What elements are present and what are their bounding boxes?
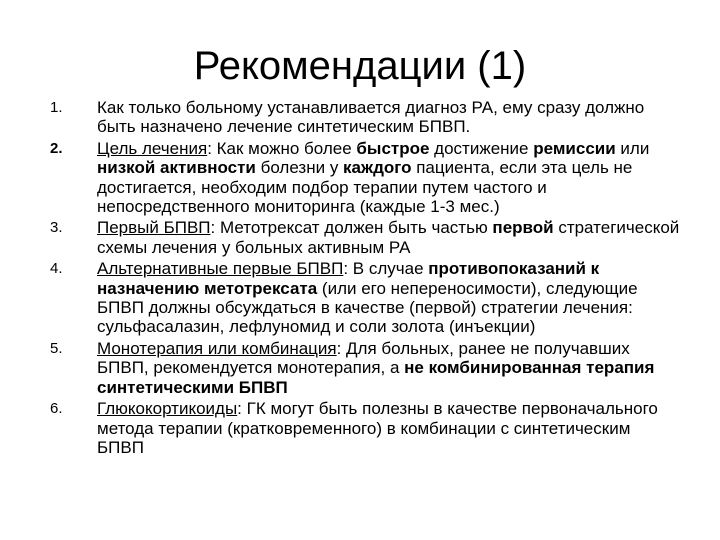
- item-text: : В случае: [343, 259, 429, 279]
- list-item-5: [0, 339, 720, 397]
- item-emphasis: ремиссии: [533, 138, 616, 158]
- item-emphasis: противопоказаний к назначению метотрексата: [97, 259, 600, 298]
- item-number: 1.: [50, 99, 63, 116]
- item-text: Как только больному устанавливается диагноз РА, ему сразу должно быть назначено лечение синтетическим БПВП.: [97, 98, 645, 137]
- item-heading: Монотерапия или комбинация: [97, 338, 337, 358]
- item-emphasis: быстрое: [356, 138, 430, 158]
- item-text: : Метотрексат должен быть частью: [210, 218, 493, 238]
- list-item-6: [0, 399, 720, 457]
- item-emphasis: не комбинированная терапия синтетическими БПВП: [97, 358, 655, 397]
- item-text: стратегической схемы лечения у больных активным РА: [97, 218, 680, 257]
- item-text: (или его непереносимости), следующие БПВП должны обсуждаться в качестве (первой) стратегии лечения: сульфасалазин, лефлуномид и соли золота (инъекции): [97, 278, 638, 337]
- item-emphasis: каждого: [343, 158, 412, 178]
- item-emphasis: низкой активности: [97, 158, 256, 178]
- item-heading: Глюкокортикоиды: [97, 399, 238, 419]
- item-number: 2.: [50, 139, 63, 157]
- item-text: : Для больных, ранее не получавших БПВП, рекомендуется монотерапия, а: [97, 338, 630, 378]
- item-emphasis: первой: [492, 218, 554, 238]
- item-heading: Первый БПВП: [97, 218, 211, 238]
- recommendation-list: [0, 98, 720, 459]
- item-text: : Как можно более: [207, 138, 357, 158]
- item-text: болезни у: [255, 158, 344, 178]
- list-item-2: [0, 139, 720, 217]
- item-number: 3.: [50, 219, 63, 237]
- item-text: достижение: [429, 138, 534, 158]
- slide-title: Рекомендации (1): [193, 44, 527, 88]
- item-text: : ГК могут быть полезны в качестве первоначального метода терапии (кратковременного) в комбинации с синтетическим БПВП: [97, 399, 658, 457]
- item-number: 6.: [50, 400, 63, 418]
- list-item-3: [0, 218, 720, 257]
- item-number: 4.: [50, 260, 63, 278]
- item-text: пациента, если эта цель не достигается, необходим подбор терапии путем частого и непосредственного мониторинга (каждые 1-3 мес.): [97, 158, 633, 217]
- item-heading: Альтернативные первые БПВП: [97, 259, 344, 279]
- item-text: или: [615, 138, 650, 158]
- item-number: 5.: [50, 339, 63, 357]
- item-heading: Цель лечения: [97, 138, 208, 158]
- list-item-1: [0, 98, 720, 137]
- list-item-4: [0, 259, 720, 337]
